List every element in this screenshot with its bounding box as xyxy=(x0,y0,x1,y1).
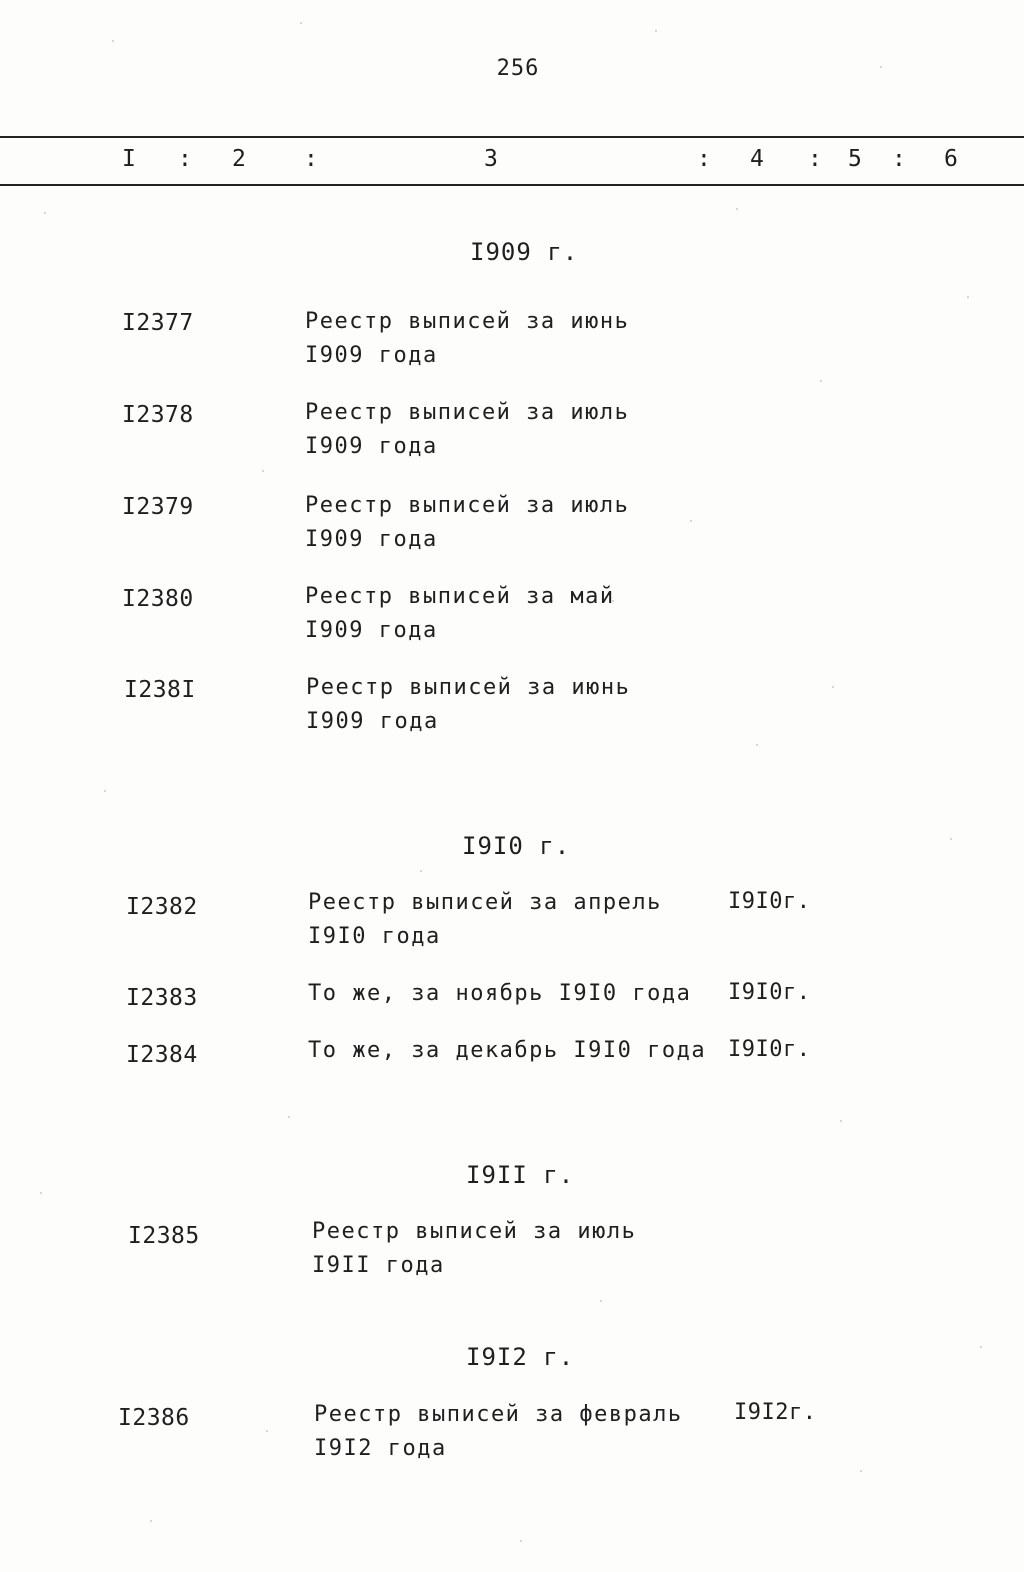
record-date: I9I2г. xyxy=(734,1400,817,1425)
record-number: I2377 xyxy=(122,310,194,336)
year-heading: I909 г. xyxy=(470,238,579,266)
column-header-4: 4 xyxy=(750,146,764,172)
record-date: I9I0г. xyxy=(728,980,811,1005)
page-number: 256 xyxy=(496,56,540,81)
column-header-5: 5 xyxy=(848,146,862,172)
column-separator: : xyxy=(178,146,192,172)
record-description: Реестр выписей за апрель I9I0 года xyxy=(308,890,662,949)
record-number: I2380 xyxy=(122,586,194,612)
record-description: То же, за ноябрь I9I0 года xyxy=(308,981,692,1006)
column-separator: : xyxy=(304,146,318,172)
column-separator: : xyxy=(892,146,906,172)
record-number: I2386 xyxy=(118,1405,190,1431)
record-description: Реестр выписей за июль I9II года xyxy=(312,1219,637,1278)
record-number: I2385 xyxy=(128,1223,200,1249)
column-header-2: 2 xyxy=(232,146,246,172)
record-description: Реестр выписей за июнь I909 года xyxy=(306,675,631,734)
record-date: I9I0г. xyxy=(728,889,811,914)
record-description: Реестр выписей за июнь I909 года xyxy=(305,309,630,368)
year-heading: I9II г. xyxy=(466,1161,575,1189)
record-description: Реестр выписей за май I909 года xyxy=(305,584,615,643)
record-number: I2382 xyxy=(126,894,198,920)
record-description: Реестр выписей за февраль I9I2 года xyxy=(314,1402,683,1461)
column-header-1: I xyxy=(122,146,136,172)
year-heading: I9I0 г. xyxy=(462,832,571,860)
column-separator: : xyxy=(697,146,711,172)
record-description: Реестр выписей за июль I909 года xyxy=(305,400,630,459)
header-top-rule xyxy=(0,136,1024,138)
record-number: I2383 xyxy=(126,985,198,1011)
record-date: I9I0г. xyxy=(728,1037,811,1062)
column-header-3: 3 xyxy=(484,146,498,172)
record-number: I2384 xyxy=(126,1042,198,1068)
record-description: То же, за декабрь I9I0 года xyxy=(308,1038,707,1063)
column-header-6: 6 xyxy=(944,146,958,172)
record-number: I2378 xyxy=(122,402,194,428)
column-separator: : xyxy=(808,146,822,172)
record-number: I238I xyxy=(124,677,196,703)
year-heading: I9I2 г. xyxy=(466,1343,575,1371)
record-number: I2379 xyxy=(122,494,194,520)
record-description: Реестр выписей за июль I909 года xyxy=(305,493,630,552)
header-bottom-rule xyxy=(0,184,1024,186)
